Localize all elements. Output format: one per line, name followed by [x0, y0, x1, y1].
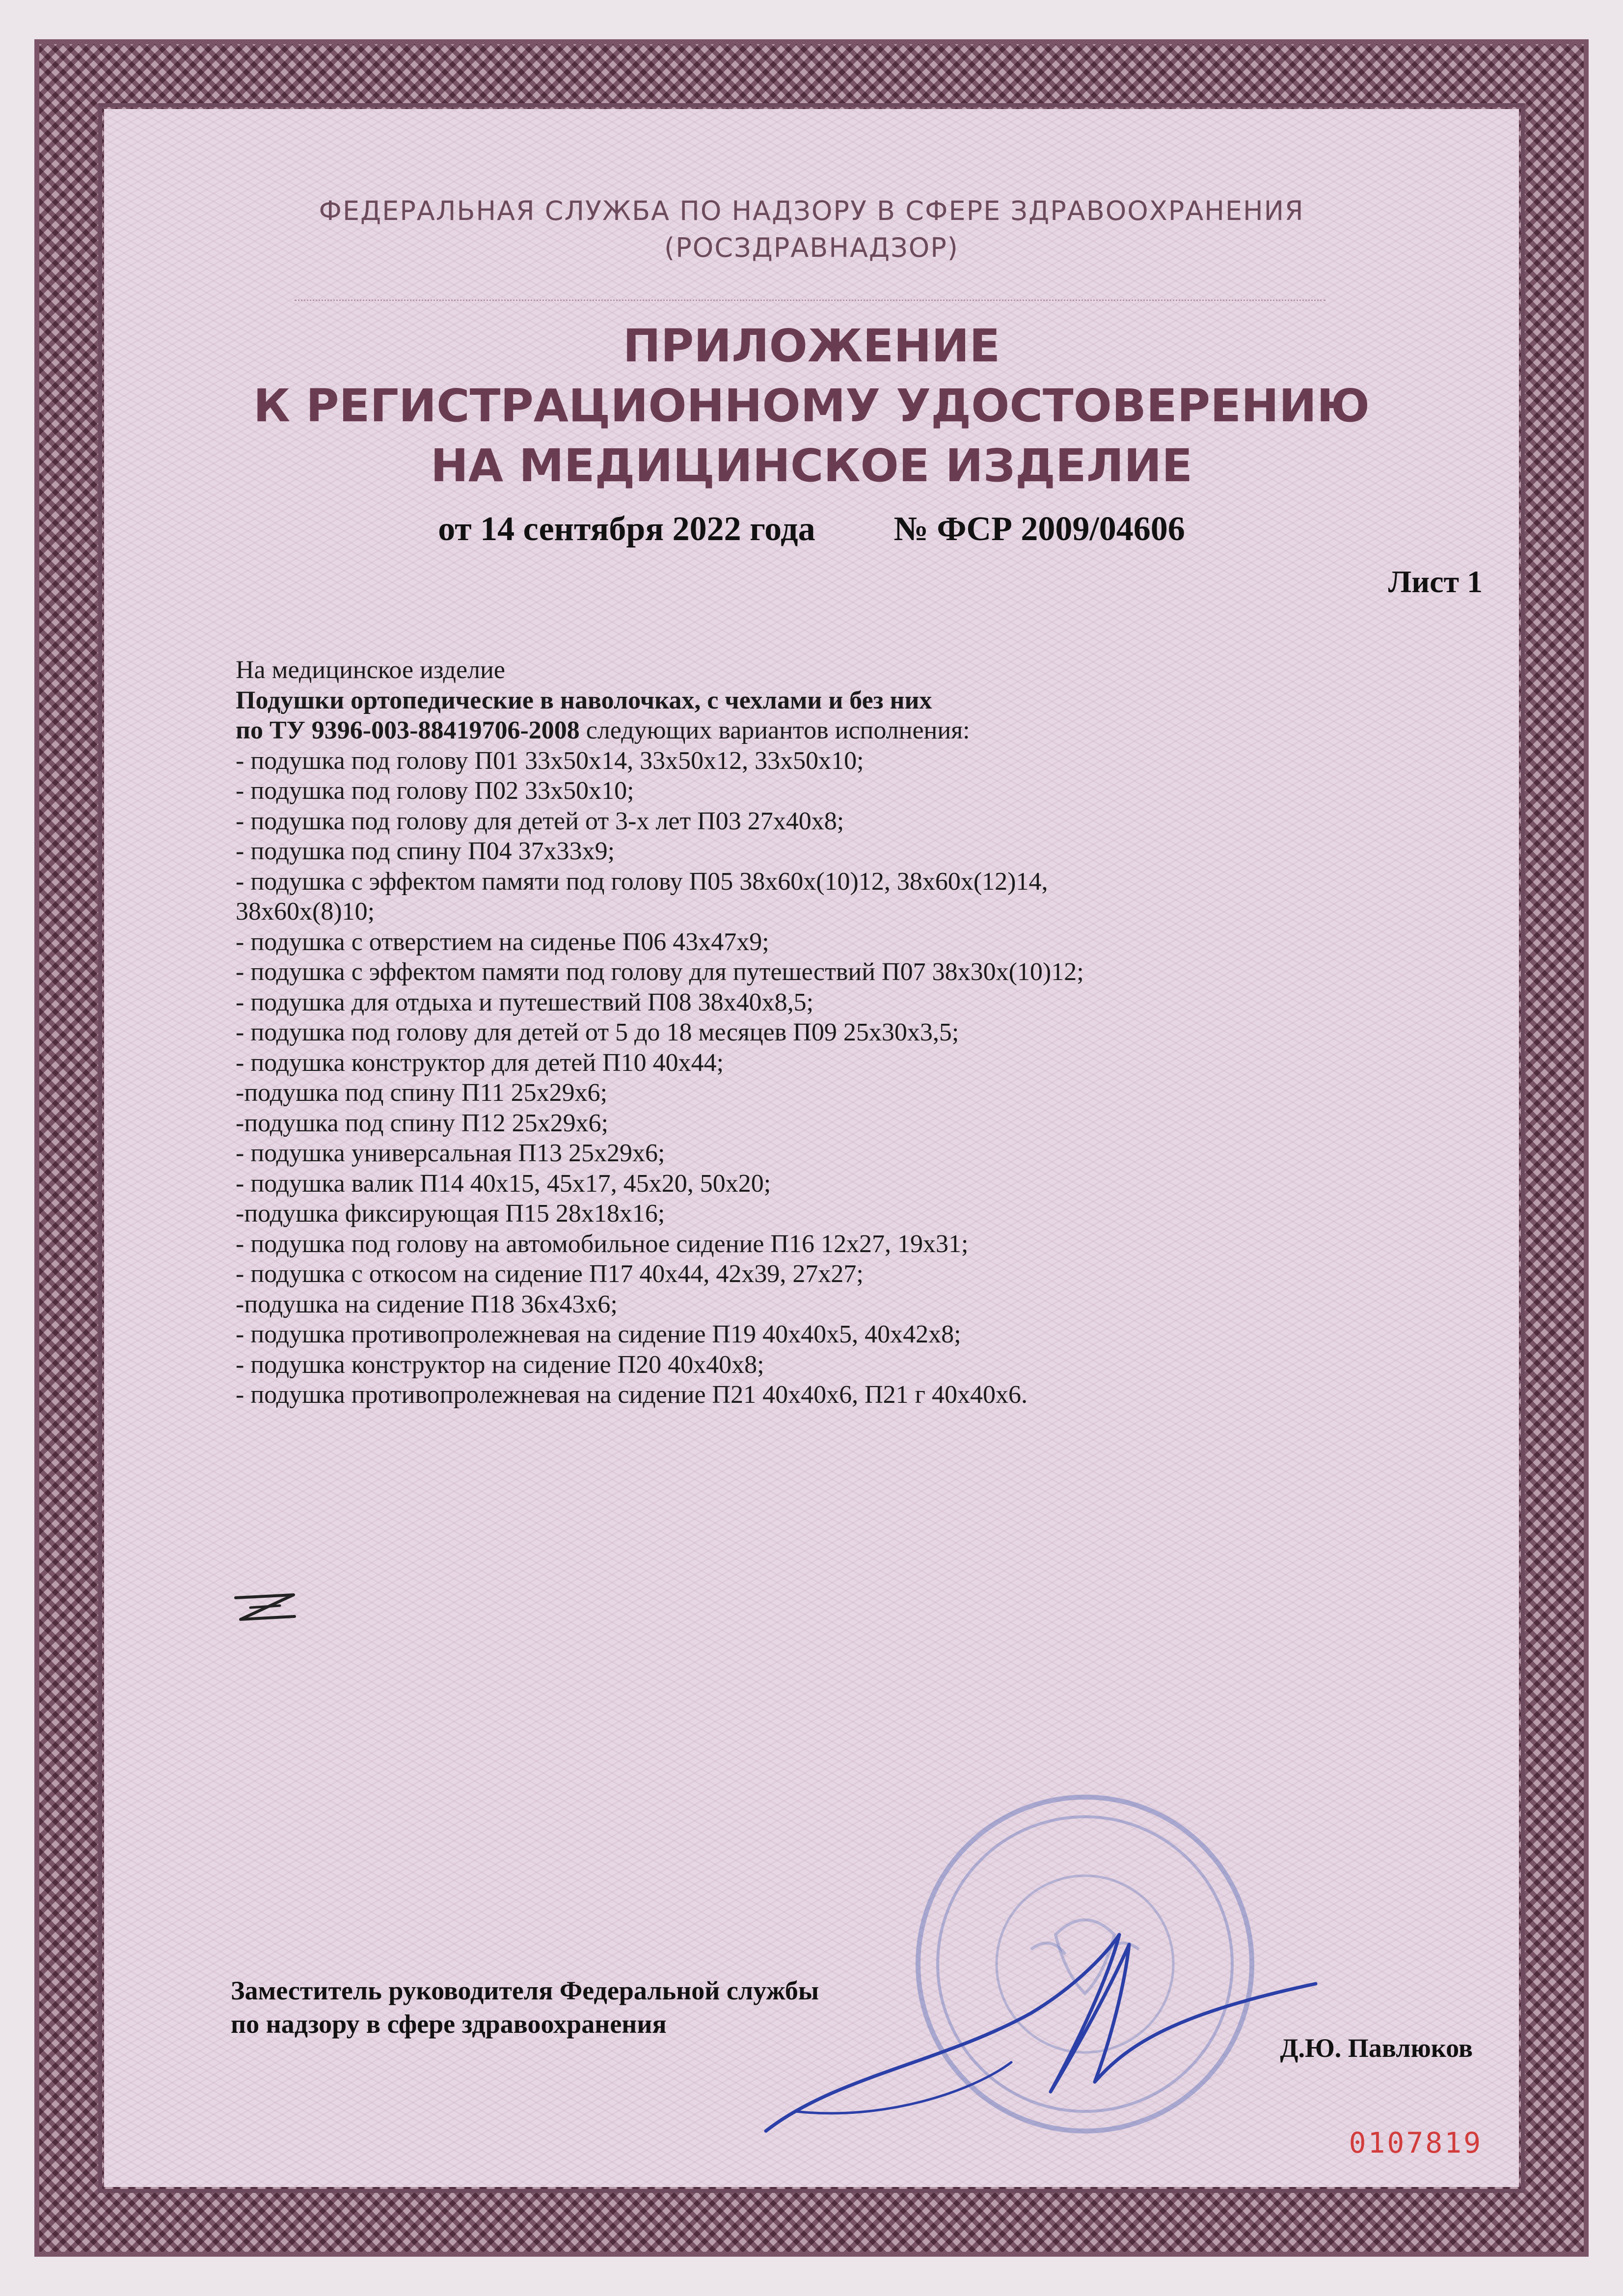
variants-list	[236, 746, 1492, 1410]
spec-text: следующих вариантов исполнения:	[579, 716, 970, 744]
variant-item: - подушка конструктор для детей П10 40х44;	[236, 1048, 724, 1077]
variant-item: - подушка под голову для детей от 5 до 18 месяцев П09 25х30х3,5;	[236, 1018, 959, 1046]
agency-name: ФЕДЕРАЛЬНАЯ СЛУЖБА ПО НАДЗОРУ В СФЕРЕ ЗДРАВООХРАНЕНИЯ	[319, 195, 1304, 226]
body-text	[236, 655, 1492, 1410]
variant-item: - подушка с отверстием на сиденье П06 43х47х9;	[236, 928, 769, 956]
variant-item: -подушка фиксирующая П15 28х18х16;	[236, 1200, 665, 1228]
variant-item: - подушка под голову П02 33х50х10;	[236, 777, 634, 805]
agency-abbreviation: (РОСЗДРАВНАДЗОР)	[664, 232, 959, 263]
product-name: Подушки ортопедические в наволочках, с чехлами и без них	[236, 686, 932, 714]
variant-item: - подушка с откосом на сидение П17 40х44, 42х39, 27х27;	[236, 1260, 864, 1288]
spec-code: по ТУ 9396-003-88419706-2008	[236, 716, 580, 744]
variant-item: 38х60х(8)10;	[236, 898, 375, 926]
variant-item: - подушка противопролежневая на сидение П21 40х40х6, П21 г 40х40х6.	[236, 1381, 1028, 1409]
variant-item: - подушка с эффектом памяти под голову П05 38х60х(10)12, 38х60х(12)14,	[236, 867, 1048, 896]
variant-item: - подушка под спину П04 37х33х9;	[236, 837, 615, 865]
registration-line	[0, 510, 1623, 549]
signatory-name: Д.Ю. Павлюков	[1280, 2033, 1473, 2063]
signatory-position-line1: Заместитель руководителя Федеральной службы	[231, 1976, 819, 2005]
variant-item: -подушка на сидение П18 36х43х6;	[236, 1290, 618, 1318]
spec-line	[236, 715, 1492, 746]
variant-item: - подушка под голову на автомобильное сидение П16 12х27, 19х31;	[236, 1230, 969, 1258]
variant-item: - подушка конструктор на сидение П20 40х40х8;	[236, 1350, 764, 1379]
variant-item: - подушка противопролежневая на сидение П19 40х40х5, 40х42х8;	[236, 1320, 961, 1348]
variant-item: - подушка универсальная П13 25х29х6;	[236, 1139, 665, 1167]
registration-number: № ФСР 2009/04606	[893, 510, 1185, 548]
registration-date: от 14 сентября 2022 года	[438, 510, 815, 548]
variant-item: - подушка под голову П01 33х50х14, 33х50х12, 33х50х10;	[236, 746, 864, 775]
signatory-position-line2: по надзору в сфере здравоохранения	[231, 2009, 667, 2039]
signatory-position	[231, 1974, 819, 2041]
document-subtitle: К РЕГИСТРАЦИОННОМУ УДОСТОВЕРЕНИЮ	[253, 380, 1370, 432]
intro-line: На медицинское изделие	[236, 656, 505, 684]
serial-number: 0107819	[1349, 2126, 1483, 2159]
variant-item: - подушка для отдыха и путешествий П08 38х40х8,5;	[236, 988, 814, 1016]
variant-item: -подушка под спину П12 25х29х6;	[236, 1109, 609, 1137]
sheet-number: Лист 1	[1388, 564, 1483, 599]
variant-item: -подушка под спину П11 25х29х6;	[236, 1079, 608, 1107]
handwritten-z-mark	[231, 1591, 299, 1630]
document-subtitle-2: НА МЕДИЦИНСКОЕ ИЗДЕЛИЕ	[430, 439, 1193, 492]
variant-item: - подушка с эффектом памяти под голову для путешествий П07 38х30х(10)12;	[236, 958, 1084, 986]
divider	[295, 300, 1325, 301]
variant-item: - подушка валик П14 40х15, 45х17, 45х20, 50х20;	[236, 1169, 771, 1198]
document-title: ПРИЛОЖЕНИЕ	[622, 320, 1001, 372]
variant-item: - подушка под голову для детей от 3-х лет П03 27х40х8;	[236, 807, 844, 835]
